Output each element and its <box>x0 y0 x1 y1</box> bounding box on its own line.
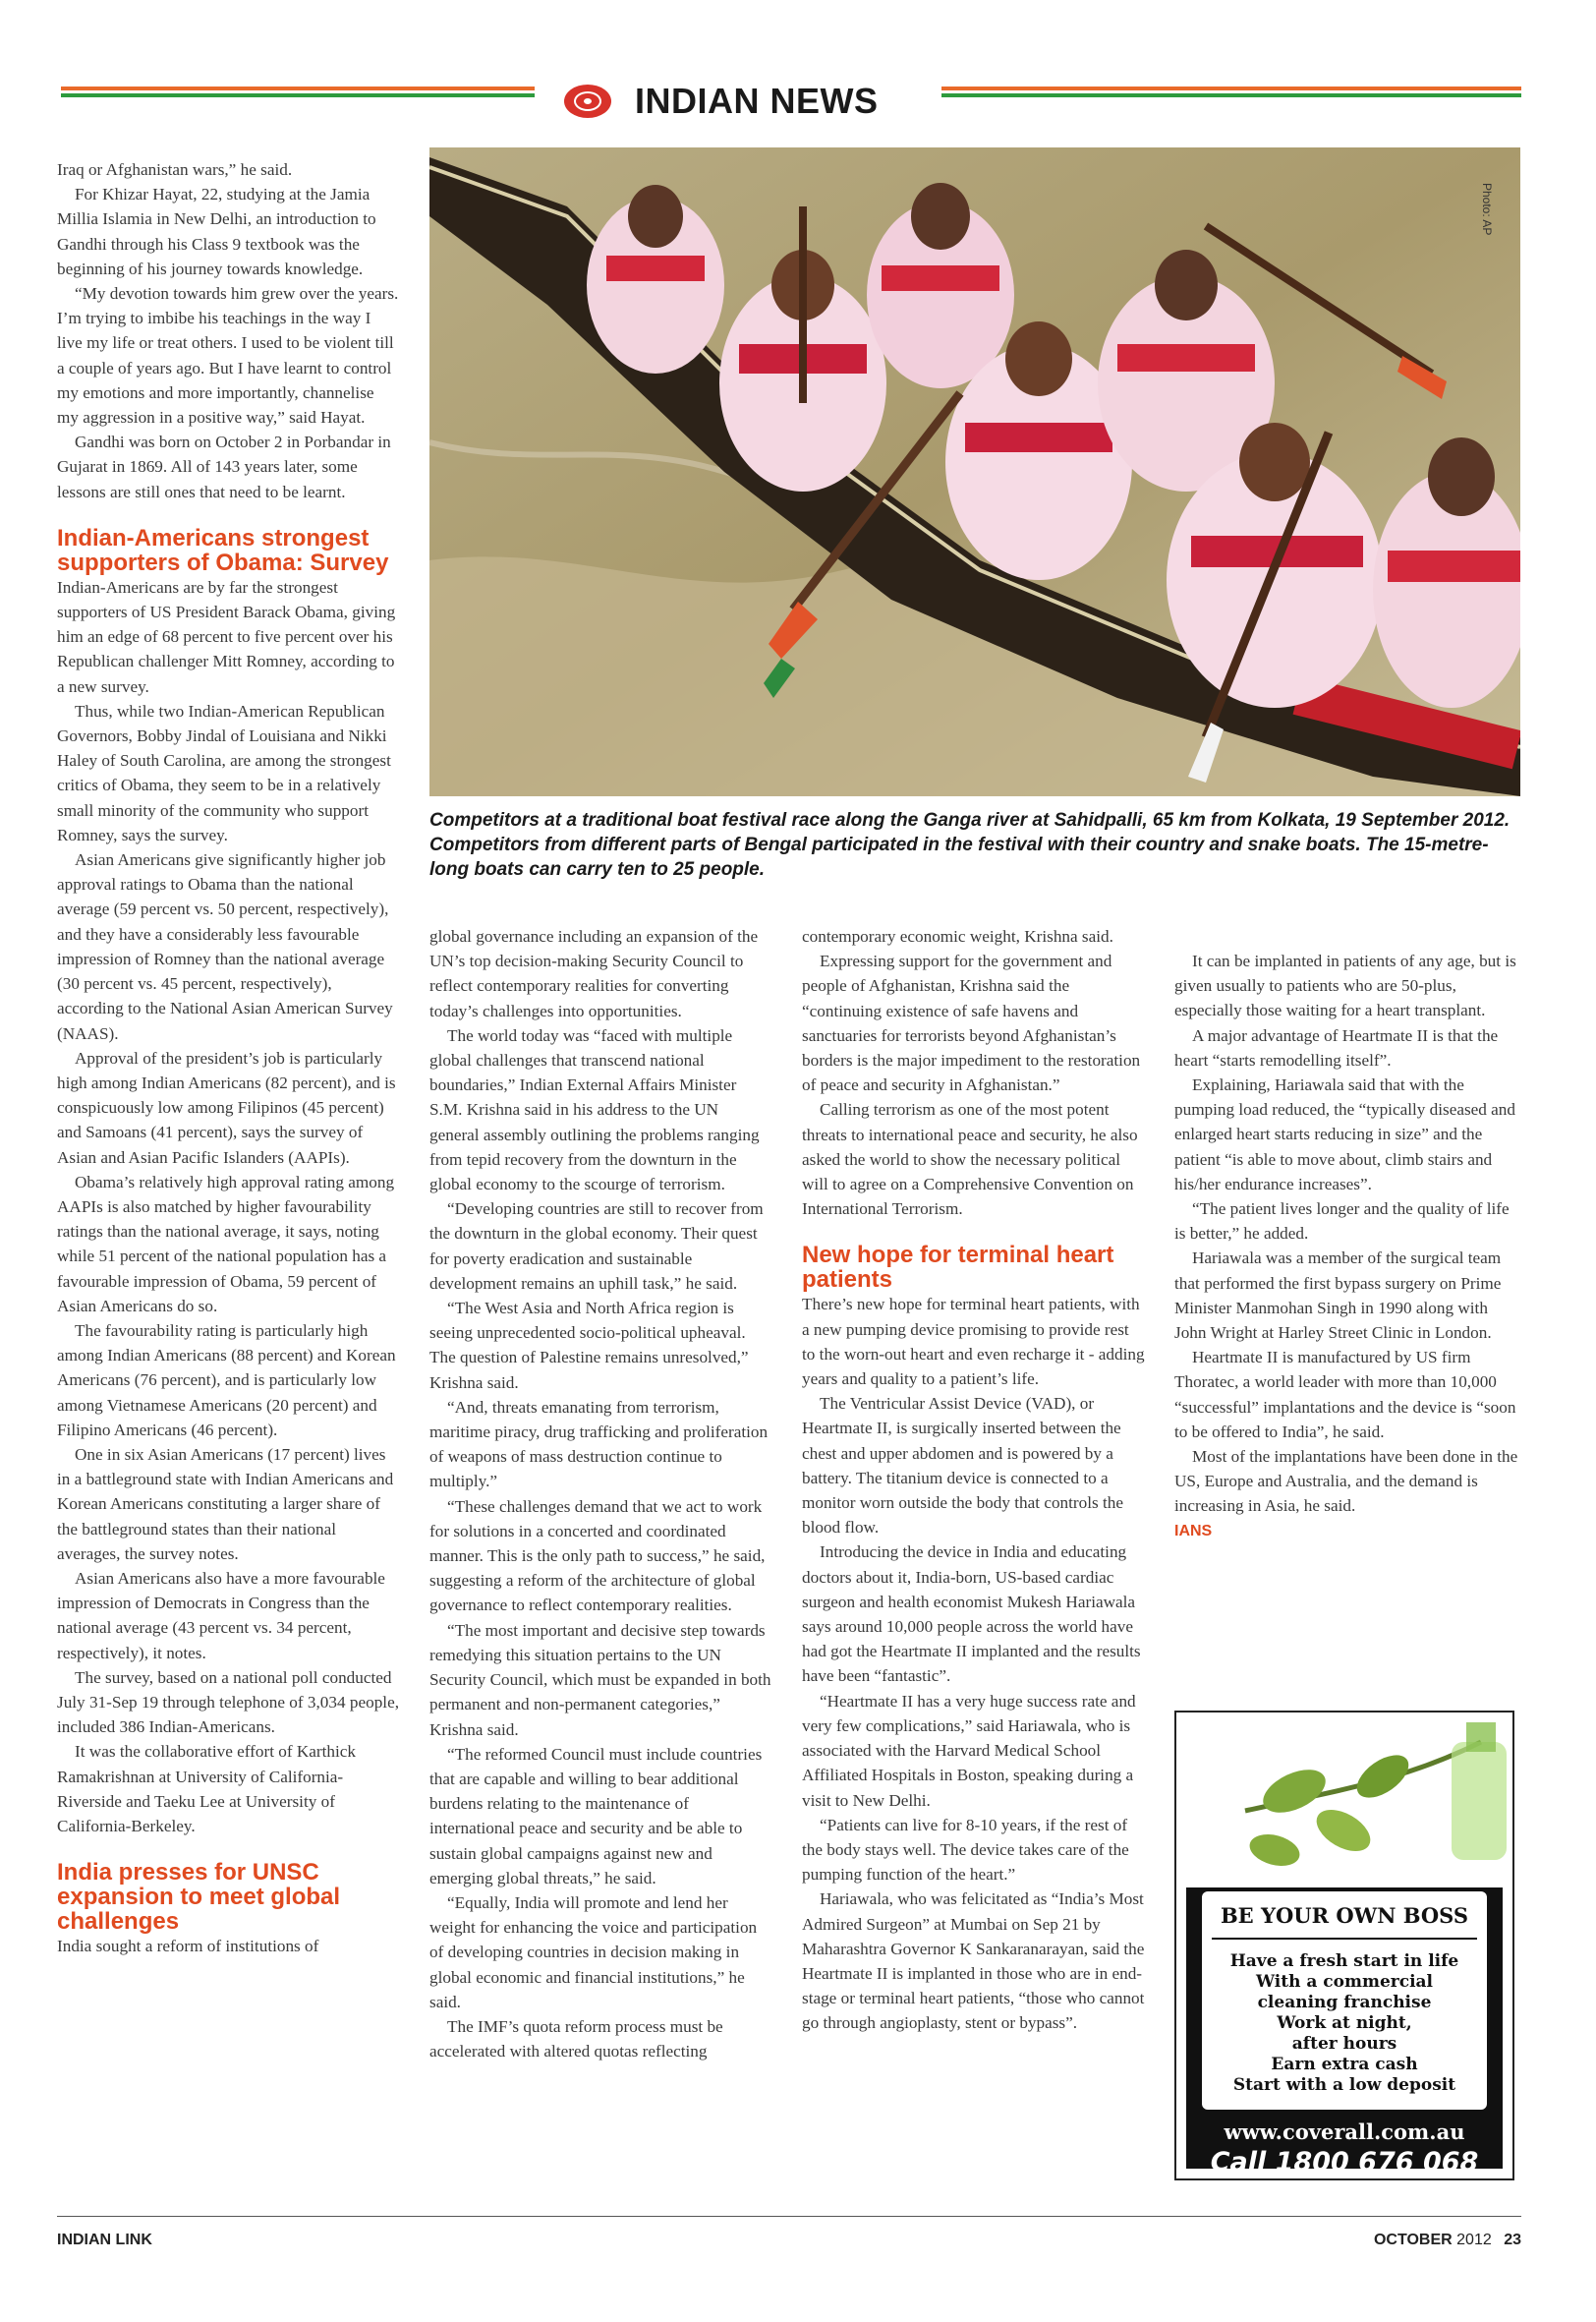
ad-line: Start with a low deposit <box>1232 2075 1456 2095</box>
col1-paragraph: Asian Americans give significantly higher job approval ratings to Obama than the national average (59 percent vs. 50 percent, respectively), and they have a considerably less favourable impression of Romney than the national average (30 percent vs. 45 percent, respectively), according to the National Asian American Survey (NAAS). <box>57 850 393 1043</box>
header-band-left <box>61 87 535 97</box>
col4-paragraph: Explaining, Hariawala said that with the pumping load reduced, the “typically diseased and enlarged heart starts reducing in size” and the patient “is able to move about, climb stairs and his/her endurance increases”. <box>1174 1075 1515 1193</box>
headline-heart-patients: New hope for terminal heart patients <box>802 1242 1114 1294</box>
ad-line: Work at night, <box>1277 2013 1412 2033</box>
col3-paragraph: There’s new hope for terminal heart patients, with a new pumping device promising to provide rest to the worn-out heart and even recharge it - adding years and quality to a patient’s life. <box>802 1295 1145 1389</box>
col1-paragraph: Thus, while two Indian-American Republican Governors, Bobby Jindal of Louisiana and Nikki Haley of South Carolina, are among the strongest critics of Obama, they seem to be in a relatively small minority of the community who support Romney, says the survey. <box>57 701 391 844</box>
news-agency-credit: IANS <box>1174 1522 1213 1539</box>
col4-paragraph: Most of the implantations have been done in the US, Europe and Australia, and the demand is increasing in Asia, he said. <box>1174 1447 1518 1516</box>
col3-paragraph: “Patients can live for 8-10 years, if the rest of the body stays well. The device takes care of the pumping function of the heart.” <box>802 1815 1129 1885</box>
col3-paragraph: contemporary economic weight, Krishna said. <box>802 927 1113 946</box>
col4-paragraph: Hariawala was a member of the surgical team that performed the first bypass surgery on Prime Minister Manmohan Singh in 1990 along with John Wright at Harley Street Clinic in London. <box>1174 1248 1502 1343</box>
boat-race-photo <box>429 147 1520 796</box>
col1-paragraph: The favourability rating is particularly high among Indian Americans (88 percent) and Korean Americans (76 percent), and is particularly low among Vietnamese Americans (20 percent) and Filipino Americans (46 percent). <box>57 1320 396 1439</box>
col2-paragraph: “The West Asia and North Africa region is seeing unprecedented socio-political upheaval. The question of Palestine remains unresolved,” Krishna said. <box>429 1299 749 1392</box>
col1-paragraph: Approval of the president’s job is particularly high among Indian Americans (82 percent), and is conspicuously low among Filipinos (45 percent) and Samoans (41 percent), says the survey of Asian and Asian Pacific Islanders (AAPIs). <box>57 1048 396 1167</box>
col1-paragraph: Gandhi was born on October 2 in Porbandar in Gujarat in 1869. All of 143 years later, some lessons are still ones that need to be learnt. <box>57 433 391 501</box>
ad-headline: BE YOUR OWN BOSS <box>1220 1903 1469 1928</box>
ad-website-link[interactable]: www.coverall.com.au <box>1224 2119 1465 2144</box>
col3-paragraph: Hariawala, who was felicitated as “India’s Most Admired Surgeon” at Mumbai on Sep 21 by Maharashtra Governor K Sankaranarayan, said the Heartmate II is implanted in those who are in end-stage or terminal heart patients, “those who cannot go through angioplasty, stent or bypass”. <box>802 1889 1145 2033</box>
col1-paragraph: India sought a reform of institutions of <box>57 1937 319 1956</box>
col1-paragraph: One in six Asian Americans (17 percent) lives in a battleground state with Indian Americans and Korean Americans constituting a larger share of the battleground states than their national averages, the survey notes. <box>57 1444 394 1563</box>
footer-month: OCTOBER <box>1373 2232 1453 2248</box>
col1-paragraph: The survey, based on a national poll conducted July 31-Sep 19 through telephone of 3,034 people, included 386 Indian-Americans. <box>57 1667 399 1737</box>
indian-link-logo-icon <box>564 85 611 118</box>
ad-text-box <box>1202 1891 1487 2110</box>
photo-credit: Photo: AP <box>1480 183 1494 236</box>
col2-paragraph: “The reformed Council must include countries that are capable and willing to bear additional burdens relating to the maintenance of international peace and security and be able to sustain global campaigns against new and emerging global threats,” he said. <box>429 1744 763 1887</box>
footer-publication: INDIAN LINK <box>57 2232 152 2248</box>
ad-line: after hours <box>1291 2034 1397 2054</box>
headline-unsc-expansion: India presses for UNSC expansion to meet global challenges <box>57 1859 341 1936</box>
col3-paragraph: Calling terrorism as one of the most potent threats to international peace and security, he also asked the world to show the necessary political will to agree on a Comprehensive Convention on International Terrorism. <box>802 1100 1138 1219</box>
ad-line: Earn extra cash <box>1271 2055 1418 2074</box>
col2-paragraph: “Equally, India will promote and lend her weight for enhancing the voice and participation of developing countries in decision making in global economic and financial institutions,” he said. <box>429 1892 758 2011</box>
ad-divider <box>1212 1938 1477 1940</box>
col1-paragraph: Obama’s relatively high approval rating among AAPIs is also matched by higher favourability ratings than the national average, it says, noting while 51 percent of the national population has a favourable impression of Obama, 59 percent of Asian Americans do so. <box>57 1172 395 1315</box>
page-number: 23 <box>1504 2232 1521 2248</box>
col3-paragraph: Expressing support for the government and people of Afghanistan, Krishna said the “continuing existence of safe havens and sanctuaries for terrorists beyond Afghanistan’s borders is the major impediment to the restoration of peace and security in Afghanistan.” <box>802 952 1141 1095</box>
col2-paragraph: The world today was “faced with multiple global challenges that transcend national boundaries,” Indian External Affairs Minister S.M. Krishna said in his address to the UN general assembly outlining the problems ranging from tepid recovery from the downturn in the global economy to the scourge of terrorism. <box>429 1025 760 1194</box>
col1-paragraph: It was the collaborative effort of Karthick Ramakrishnan at University of California-Riverside and Taeku Lee at University of California-Berkeley. <box>57 1742 357 1835</box>
col1-paragraph: Iraq or Afghanistan wars,” he said. <box>57 160 293 179</box>
ad-leaf-image <box>1186 1722 1503 1887</box>
col4-paragraph: A major advantage of Heartmate II is that the heart “starts remodelling itself”. <box>1174 1025 1499 1070</box>
col1-paragraph: Indian-Americans are by far the strongest supporters of US President Barack Obama, giving him an edge of 68 percent to five percent over his Republican challenger Mitt Romney, according to a new survey. <box>57 577 396 696</box>
ad-line: cleaning franchise <box>1257 1993 1432 2012</box>
header-band-right <box>941 87 1521 97</box>
section-title: INDIAN NEWS <box>635 81 879 121</box>
col3-paragraph: Introducing the device in India and educating doctors about it, India-born, US-based cardiac surgeon and health economist Mukesh Hariawala says around 10,000 people across the world have had got the Heartmate II implanted and the results have been “fantastic”. <box>802 1542 1141 1686</box>
ad-line: With a commercial <box>1255 1972 1434 1992</box>
headline-obama-survey: Indian-Americans strongest supporters of Obama: Survey <box>57 524 389 576</box>
ad-line: Have a fresh start in life <box>1229 1951 1459 1971</box>
column-2 <box>429 924 771 2063</box>
col2-paragraph: “And, threats emanating from terrorism, maritime piracy, drug trafficking and proliferation of weapons of mass destruction continue to multiply.” <box>429 1397 769 1491</box>
col4-paragraph: Heartmate II is manufactured by US firm Thoratec, a world leader with more than 10,000 “successful” implantations and the device is “soon to be offered to India”, he said. <box>1174 1348 1516 1441</box>
column-4 <box>1174 949 1518 1543</box>
footer-divider <box>57 2216 1521 2217</box>
col4-paragraph: It can be implanted in patients of any age, but is given usually to patients who are 50-plus, especially those waiting for a heart transplant. <box>1174 952 1516 1020</box>
footer-year: 2012 <box>1456 2232 1492 2248</box>
col2-paragraph: global governance including an expansion of the UN’s top decision-making Security Council to reflect contemporary realities for converting today’s challenges into opportunities. <box>429 927 759 1020</box>
col4-paragraph: “The patient lives longer and the quality of life is better,” he added. <box>1174 1199 1510 1244</box>
ad-panel <box>1186 1722 1503 2177</box>
spray-bottle-leaves-icon <box>1186 1722 1507 1887</box>
col2-paragraph: “These challenges demand that we act to work for solutions in a concerted and coordinated manner. This is the only path to success,” he said, suggesting a reform of the architecture of global governance to reflect contemporary realities. <box>429 1496 766 1615</box>
col1-paragraph: Asian Americans also have a more favourable impression of Democrats in Congress than the national average (43 percent vs. 34 percent, respectively), it notes. <box>57 1568 385 1662</box>
column-3 <box>802 924 1146 2036</box>
ad-phone-number[interactable]: Call 1800 676 068 <box>1210 2147 1479 2177</box>
photo-caption: Competitors at a traditional boat festival race along the Ganga river at Sahidpalli, 65 km from Kolkata, 19 September 2012. Competitors from different parts of Bengal participated in the festival with their country and snake boats. The 15-metre-long boats can carry ten to 25 people. <box>429 810 1510 880</box>
col2-paragraph: “Developing countries are still to recover from the downturn in the global economy. Their quest for poverty eradication and sustainable development remains an uphill task,” he said. <box>429 1199 764 1293</box>
col2-paragraph: “The most important and decisive step towards remedying this situation pertains to the UN Security Council, which must be expanded in both permanent and non-permanent categories,” Krishna said. <box>429 1620 771 1739</box>
footer-date-page <box>1374 2232 1521 2249</box>
col3-paragraph: “Heartmate II has a very huge success rate and very few complications,” said Hariawala, who is associated with the Harvard Medical School Affiliated Hospitals in Boston, speaking during a visit to New Delhi. <box>802 1691 1136 1810</box>
column-1 <box>57 157 399 1958</box>
col1-paragraph: “My devotion towards him grew over the years. I’m trying to imbibe his teachings in the way I live my life or treat others. I used to be violent till a couple of years ago. But I have learnt to control my emotions and more importantly, channelise my aggression in a positive way,” said Hayat. <box>57 284 399 428</box>
col1-paragraph: For Khizar Hayat, 22, studying at the Jamia Millia Islamia in New Delhi, an introduction to Gandhi through his Class 9 textbook was the beginning of his journey towards knowledge. <box>57 185 376 278</box>
col3-paragraph: The Ventricular Assist Device (VAD), or Heartmate II, is surgically inserted between the chest and upper abdomen and is powered by a battery. The titanium device is connected to a monitor worn outside the body that controls the blood flow. <box>802 1394 1123 1538</box>
coverall-advertisement[interactable] <box>1174 1711 1514 2180</box>
col2-paragraph: The IMF’s quota reform process must be accelerated with altered quotas reflecting <box>429 2016 723 2061</box>
